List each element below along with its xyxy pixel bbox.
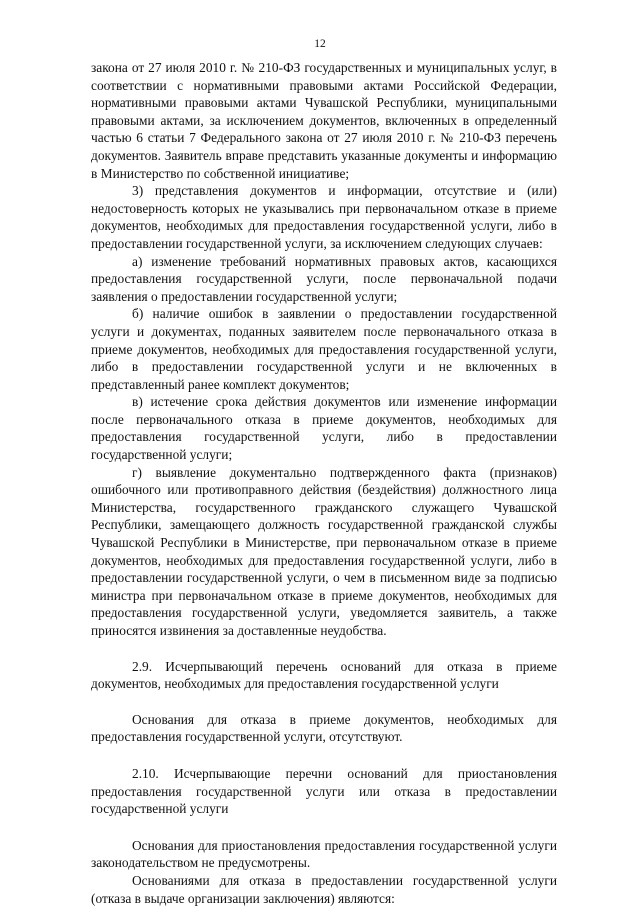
paragraph-refusal-grounds: Основаниями для отказа в предоставлении государственной услуги (отказа в выдаче организации заключения) являются:	[91, 872, 557, 906]
section-heading-2-9: 2.9. Исчерпывающий перечень оснований для отказа в приеме документов, необходимых для предоставления государственной услуги	[91, 658, 557, 692]
paragraph-law-continuation: закона от 27 июля 2010 г. № 210-ФЗ государственных и муниципальных услуг, в соответствии с нормативными правовыми актами Российской Федерации, нормативными правовыми актами Чувашской Республики, муниципальными правовыми актами, за исключением документов, включенных в определенный частью 6 статьи 7 Федерального закона от 27 июля 2010 г. № 210-ФЗ перечень документов. Заявитель вправе представить указанные документы и информацию в Министерство по собственной инициативе;	[91, 60, 557, 181]
paragraph-subitem-g: г) выявление документально подтвержденного факта (признаков) ошибочного или противоправного действия (бездействия) должностного лица Министерства, государственного гражданского служащего Чувашской Республики, замещающего должность государственной гражданской службы Чувашской Республики в Министерстве, при первоначальном отказе в приеме документов, необходимых для предоставления государственной услуги, либо в предоставлении государственной услуги, о чем в письменном виде за подписью министра при первоначальном отказе в приеме документов, необходимых для предоставления государственной услуги, уведомляется заявитель, а также приносятся извинения за доставленные неудобства.	[91, 464, 557, 638]
document-body	[91, 59, 557, 907]
paragraph-subitem-v: в) истечение срока действия документов или изменение информации после первоначального отказа в приеме документов, необходимых для предоставления государственной услуги, либо в предоставлении государственной услуги;	[91, 394, 557, 463]
section-heading-2-10: 2.10. Исчерпывающие перечни оснований для приостановления предоставления государственной услуги или отказа в предоставлении государственной услуги	[91, 765, 557, 817]
page-number: 12	[314, 38, 326, 50]
paragraph-no-suspension: Основания для приостановления предоставления государственной услуги законодательством не предусмотрены.	[91, 837, 557, 871]
paragraph-item-3: 3) представления документов и информации, отсутствие и (или) недостоверность которых не указывались при первоначальном отказе в приеме документов, необходимых для предоставления государственной услуги, либо в предоставлении государственной услуги, за исключением следующих случаев:	[91, 183, 557, 251]
paragraph-subitem-a: а) изменение требований нормативных правовых актов, касающихся предоставления государственной услуги, после первоначальной подачи заявления о предоставлении государственной услуги;	[91, 253, 557, 304]
paragraph-subitem-b: б) наличие ошибок в заявлении о предоставлении государственной услуги и документах, поданных заявителем после первоначального отказа в приеме документов, необходимых для предоставления государственной услуги, либо в предоставлении государственной услуги и не включенных в представленный ранее комплект документов;	[91, 306, 557, 392]
paragraph-no-grounds-refusal: Основания для отказа в приеме документов, необходимых для предоставления государственной услуги, отсутствуют.	[91, 711, 557, 745]
